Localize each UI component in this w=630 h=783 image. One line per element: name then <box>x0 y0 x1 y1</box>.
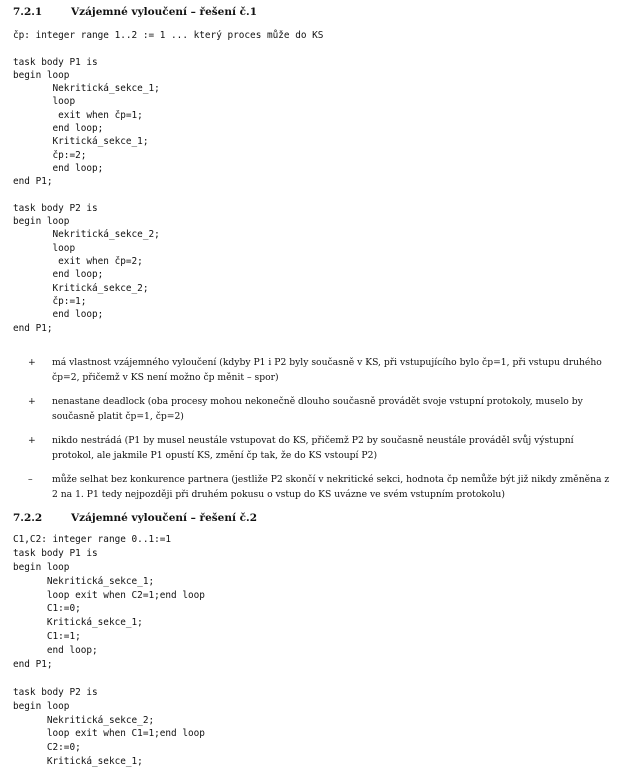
code-line: end P1; <box>13 659 53 671</box>
list-item <box>28 395 613 425</box>
code-line: loop exit when C2=1;end loop <box>13 589 205 601</box>
code-line: loop exit when C1=1;end loop <box>13 728 205 740</box>
section-heading-7-2-2 <box>13 512 257 524</box>
section-number: 7.2.2 <box>13 512 43 524</box>
code-block-2 <box>13 533 205 769</box>
list-item <box>28 473 613 503</box>
bullet-symbol: – <box>28 474 33 486</box>
code-line: end loop; <box>13 269 104 281</box>
code-line: čp: integer range 1..2 := 1 ... který proces může do KS <box>13 30 324 41</box>
code-line <box>13 672 205 686</box>
code-line: task body P1 is <box>13 547 98 559</box>
code-line: end loop; <box>13 123 104 135</box>
property-list <box>28 356 613 512</box>
bullet-text: nenastane deadlock (oba procesy mohou nekonečně dlouho současně provádět svoje vstupní protokoly, muselo by současně platit čp=1, čp=2) <box>52 396 583 422</box>
section-number: 7.2.1 <box>13 6 43 18</box>
code-line: čp:=1; <box>13 295 87 307</box>
code-line: Kritická_sekce_1; <box>13 136 149 148</box>
list-item <box>28 356 613 386</box>
code-line: C1:=1; <box>13 631 81 643</box>
section-heading-7-2-1 <box>13 6 257 18</box>
code-line <box>13 189 323 202</box>
code-line: end P1; <box>13 176 53 188</box>
code-line <box>13 42 323 55</box>
code-line: Nekritická_sekce_1; <box>13 575 155 587</box>
code-line: loop <box>13 242 76 254</box>
code-line: Kritická_sekce_1; <box>13 756 143 768</box>
section-title: Vzájemné vyloučení – řešení č.2 <box>71 512 257 524</box>
code-line: end P1; <box>13 322 53 334</box>
section-title: Vzájemné vyloučení – řešení č.1 <box>71 6 257 18</box>
code-line: begin loop <box>13 69 70 81</box>
code-line: čp:=2; <box>13 149 87 161</box>
bullet-text: má vlastnost vzájemného vyloučení (kdyby P1 i P2 byly současně v KS, při vstupujícího bylo čp=1, při vstupu druhého čp=2, přičemž v KS není možno čp měnit – spor) <box>52 357 602 383</box>
code-line: C1:=0; <box>13 603 81 615</box>
code-line: loop <box>13 96 76 108</box>
code-line: end loop; <box>13 645 98 657</box>
code-line: task body P1 is <box>13 56 98 68</box>
code-line: end loop; <box>13 309 104 321</box>
bullet-symbol: + <box>28 357 36 368</box>
code-line: C2:=0; <box>13 742 81 754</box>
code-line: begin loop <box>13 216 70 228</box>
code-line: Nekritická_sekce_1; <box>13 83 160 95</box>
code-line: exit when čp=2; <box>13 256 143 268</box>
bullet-text: může selhat bez konkurence partnera (jestliže P2 skončí v nekritické sekci, hodnota čp nemůže být již nikdy změněna z 2 na 1. P1 tedy nejpozději při druhém pokusu o vstup do KS uvázne ve svém vstupním protokolu) <box>52 474 610 501</box>
code-line: task body P2 is <box>13 686 98 698</box>
code-line: Nekritická_sekce_2; <box>13 229 160 241</box>
code-line: Kritická_sekce_2; <box>13 282 149 294</box>
code-line: Nekritická_sekce_2; <box>13 714 155 726</box>
code-block-1 <box>13 29 323 335</box>
code-line: C1,C2: integer range 0..1:=1 <box>13 534 172 545</box>
code-line: begin loop <box>13 561 70 573</box>
bullet-symbol: + <box>28 396 36 408</box>
code-line: exit when čp=1; <box>13 109 143 121</box>
code-line: end loop; <box>13 162 104 174</box>
bullet-text: nikdo nestrádá (P1 by musel neustále vstupovat do KS, přičemž P2 by současně neustále prováděl svůj výstupní protokol, ale jakmile P1 opustí KS, změní čp tak, že do KS vstoupí P2) <box>52 435 574 461</box>
code-line: task body P2 is <box>13 202 98 214</box>
list-item <box>28 434 613 464</box>
code-line: Kritická_sekce_1; <box>13 617 143 629</box>
code-line: begin loop <box>13 700 70 712</box>
bullet-symbol: + <box>28 435 36 447</box>
